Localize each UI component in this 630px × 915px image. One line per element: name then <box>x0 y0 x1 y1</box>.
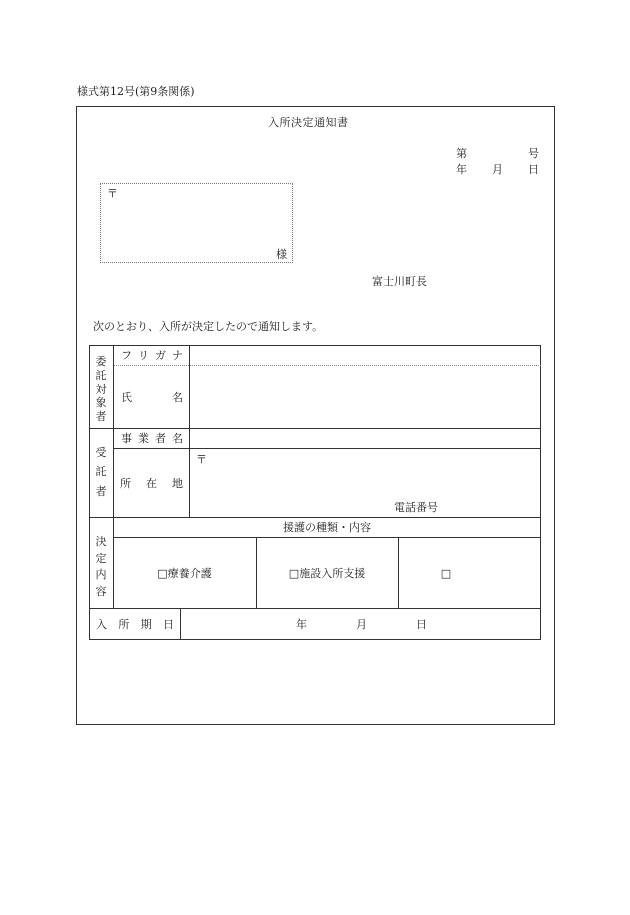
furigana-label: フ リ ガ ナ <box>121 349 183 362</box>
option-ryoyo-kaigo[interactable]: □療養介護 <box>157 567 212 580</box>
contractor-section-header: 受 託 者 <box>95 446 107 498</box>
admission-month: 月 <box>356 618 367 631</box>
admission-year: 年 <box>296 618 307 631</box>
option-shisetsu-nyusho[interactable]: □施設入所支援 <box>288 567 366 580</box>
date-month: 月 <box>492 163 503 176</box>
decision-section-header: 決 定 内 容 <box>95 535 107 598</box>
date-year: 年 <box>456 163 467 176</box>
location-label: 所 在 地 <box>120 477 183 490</box>
admission-date-label: 入 所 期 日 <box>96 618 174 631</box>
doc-number-dai: 第 <box>456 147 467 160</box>
intro-text: 次のとおり、入所が決定したので通知します。 <box>93 320 324 333</box>
service-type-header: 援護の種類・内容 <box>283 521 371 534</box>
date-day: 日 <box>528 163 539 176</box>
location-postal-mark: 〒 <box>196 453 207 466</box>
row-divider <box>113 537 541 538</box>
row-divider <box>89 608 541 609</box>
furigana-field[interactable] <box>190 346 540 364</box>
row-divider <box>89 517 541 518</box>
address-block <box>100 183 293 263</box>
document-title: 入所決定通知書 <box>268 116 349 129</box>
column-divider <box>180 608 181 640</box>
address-honorific: 様 <box>276 248 287 261</box>
client-section-header: 委 託 対 象 者 <box>95 355 107 423</box>
name-label: 氏 名 <box>121 391 183 404</box>
form-number: 様式第12号(第9条関係) <box>77 85 195 98</box>
business-name-field[interactable] <box>190 429 540 447</box>
phone-label: 電話番号 <box>394 501 438 514</box>
address-postal-mark: 〒 <box>107 187 118 200</box>
issuer: 富士川町長 <box>372 275 427 288</box>
business-name-label: 事 業 者 名 <box>121 432 183 445</box>
admission-day: 日 <box>416 618 427 631</box>
location-field[interactable] <box>190 449 540 516</box>
option-other[interactable]: □ <box>440 567 452 580</box>
name-field[interactable] <box>190 366 540 427</box>
doc-number-go: 号 <box>528 147 539 160</box>
